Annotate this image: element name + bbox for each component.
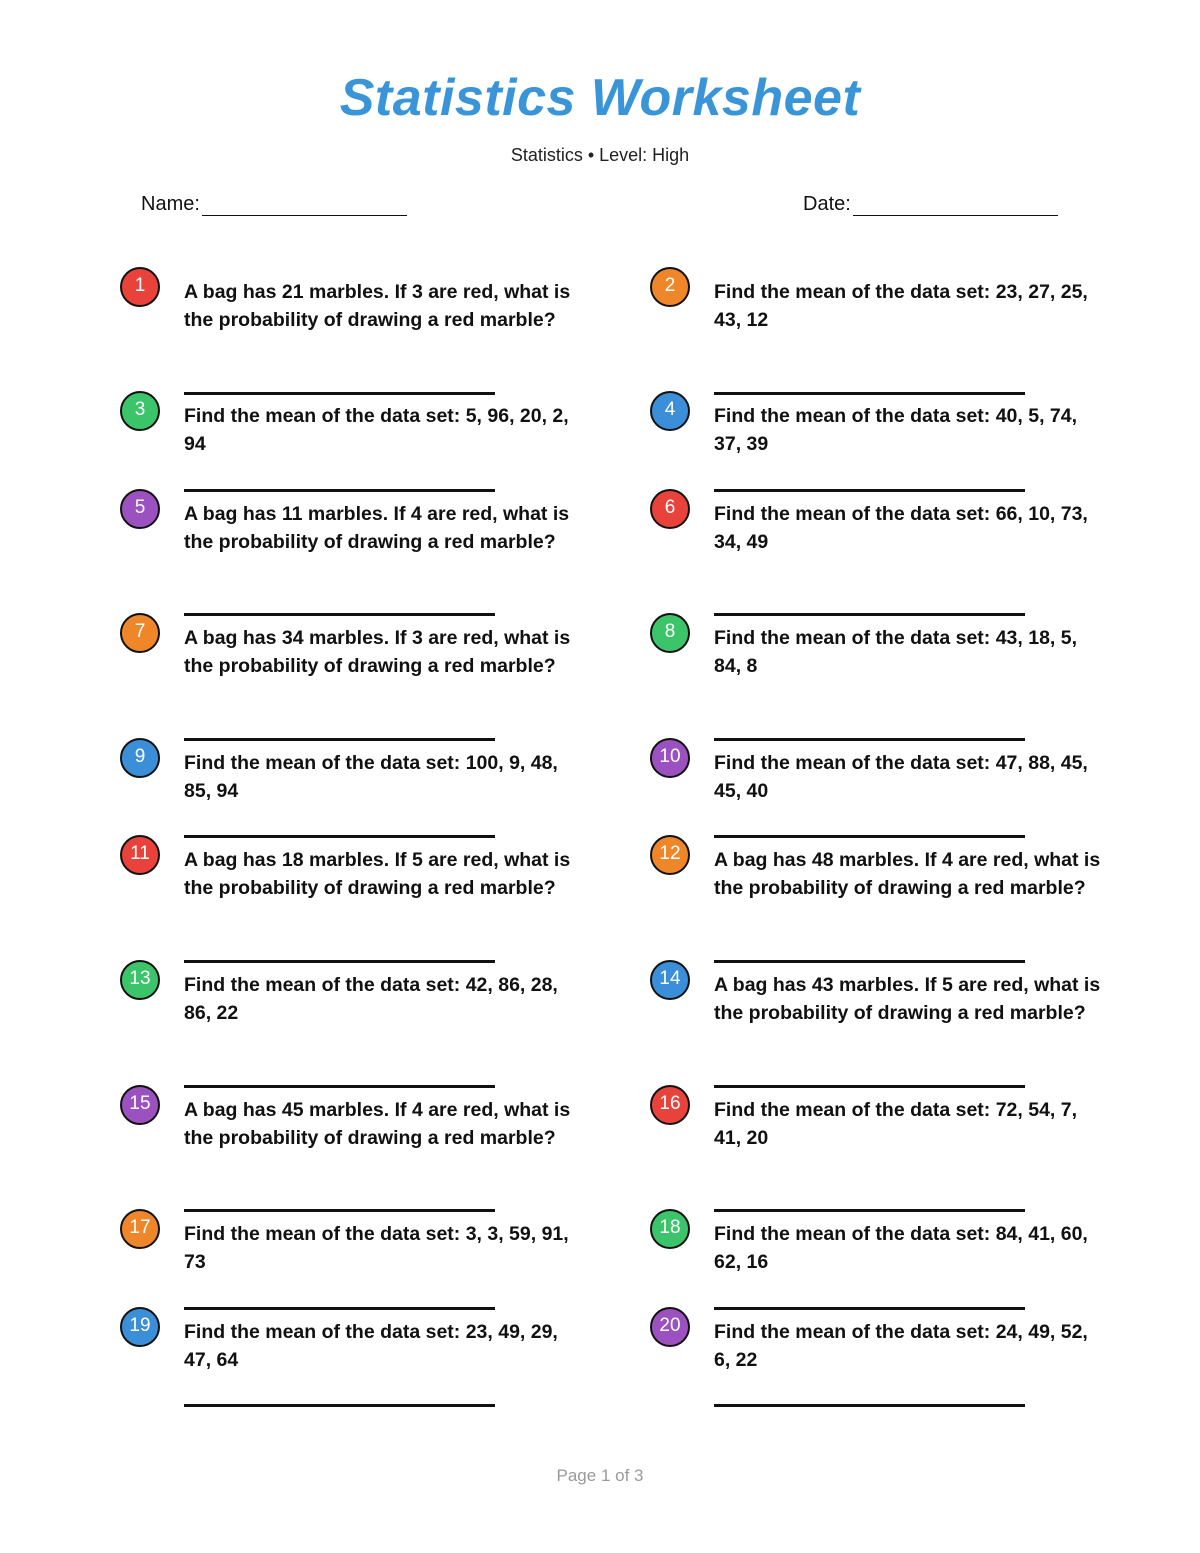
problem-number-badge: 19 [120,1307,160,1347]
problem-question: Find the mean of the data set: 42, 86, 28, 86, 22 [184,974,558,1024]
answer-line[interactable] [714,1209,1025,1212]
answer-line[interactable] [184,489,495,492]
problem-question: A bag has 18 marbles. If 5 are red, what is the probability of drawing a red marble? [184,849,571,899]
problem-question: Find the mean of the data set: 23, 49, 29, 47, 64 [184,1321,558,1371]
problem-number-badge: 10 [650,738,690,778]
name-blank-line [202,195,407,216]
problem-question: Find the mean of the data set: 24, 49, 52, 6, 22 [714,1321,1088,1371]
name-field [141,193,407,216]
answer-line[interactable] [714,489,1025,492]
problem-number-badge: 6 [650,489,690,529]
answer-line[interactable] [714,1085,1025,1088]
problem-question: Find the mean of the data set: 40, 5, 74, 37, 39 [714,405,1078,455]
name-label: Name: [141,193,200,215]
problem-question: A bag has 11 marbles. If 4 are red, what is the probability of drawing a red marble? [184,503,570,553]
problem-question: Find the mean of the data set: 66, 10, 73, 34, 49 [714,503,1088,553]
problem-number-badge: 12 [650,835,690,875]
problem-number-badge: 13 [120,960,160,1000]
answer-line[interactable] [714,392,1025,395]
worksheet-subtitle: Statistics • Level: High [510,145,690,165]
problem-number-badge: 4 [650,391,690,431]
date-label: Date: [803,193,851,215]
problem-number-badge: 15 [120,1085,160,1125]
answer-line[interactable] [184,738,495,741]
problem-question: A bag has 48 marbles. If 4 are red, what is the probability of drawing a red marble? [714,849,1101,899]
page-number: Page 1 of 3 [556,1466,644,1485]
problem-number-badge: 16 [650,1085,690,1125]
problem-question: Find the mean of the data set: 72, 54, 7, 41, 20 [714,1099,1078,1149]
problem-question: A bag has 43 marbles. If 5 are red, what is the probability of drawing a red marble? [714,974,1101,1024]
problem-number-badge: 3 [120,391,160,431]
problem-number-badge: 14 [650,960,690,1000]
problem-number-badge: 9 [120,738,160,778]
problem-number-badge: 11 [120,835,160,875]
problem-question: A bag has 45 marbles. If 4 are red, what is the probability of drawing a red marble? [184,1099,571,1149]
answer-line[interactable] [184,392,495,395]
answer-line[interactable] [184,613,495,616]
problem-question: Find the mean of the data set: 3, 3, 59, 91, 73 [184,1223,569,1273]
problem-number-badge: 1 [120,267,160,307]
problem-question: Find the mean of the data set: 47, 88, 45, 45, 40 [714,752,1088,802]
problem-question: Find the mean of the data set: 5, 96, 20, 2, 94 [184,405,569,455]
problem-number-badge: 2 [650,267,690,307]
problem-number-badge: 8 [650,613,690,653]
problem-question: A bag has 34 marbles. If 3 are red, what is the probability of drawing a red marble? [184,627,571,677]
answer-line[interactable] [184,1209,495,1212]
problem-number-badge: 17 [120,1209,160,1249]
problem-question: Find the mean of the data set: 100, 9, 48, 85, 94 [184,752,558,802]
problem-number-badge: 5 [120,489,160,529]
problem-number-badge: 18 [650,1209,690,1249]
date-field [803,193,1058,216]
problem-question: A bag has 21 marbles. If 3 are red, what is the probability of drawing a red marble? [184,281,571,331]
problem-question: Find the mean of the data set: 84, 41, 60, 62, 16 [714,1223,1088,1273]
date-blank-line [853,195,1058,216]
worksheet-title: Statistics Worksheet [339,69,861,127]
answer-line[interactable] [714,1404,1025,1407]
answer-line[interactable] [184,835,495,838]
answer-line[interactable] [184,1404,495,1407]
problem-question: Find the mean of the data set: 23, 27, 25, 43, 12 [714,281,1088,331]
answer-line[interactable] [184,960,495,963]
problem-number-badge: 7 [120,613,160,653]
answer-line[interactable] [714,613,1025,616]
problem-number-badge: 20 [650,1307,690,1347]
answer-line[interactable] [184,1307,495,1310]
answer-line[interactable] [714,835,1025,838]
answer-line[interactable] [714,1307,1025,1310]
problem-question: Find the mean of the data set: 43, 18, 5, 84, 8 [714,627,1078,677]
answer-line[interactable] [714,960,1025,963]
answer-line[interactable] [714,738,1025,741]
answer-line[interactable] [184,1085,495,1088]
